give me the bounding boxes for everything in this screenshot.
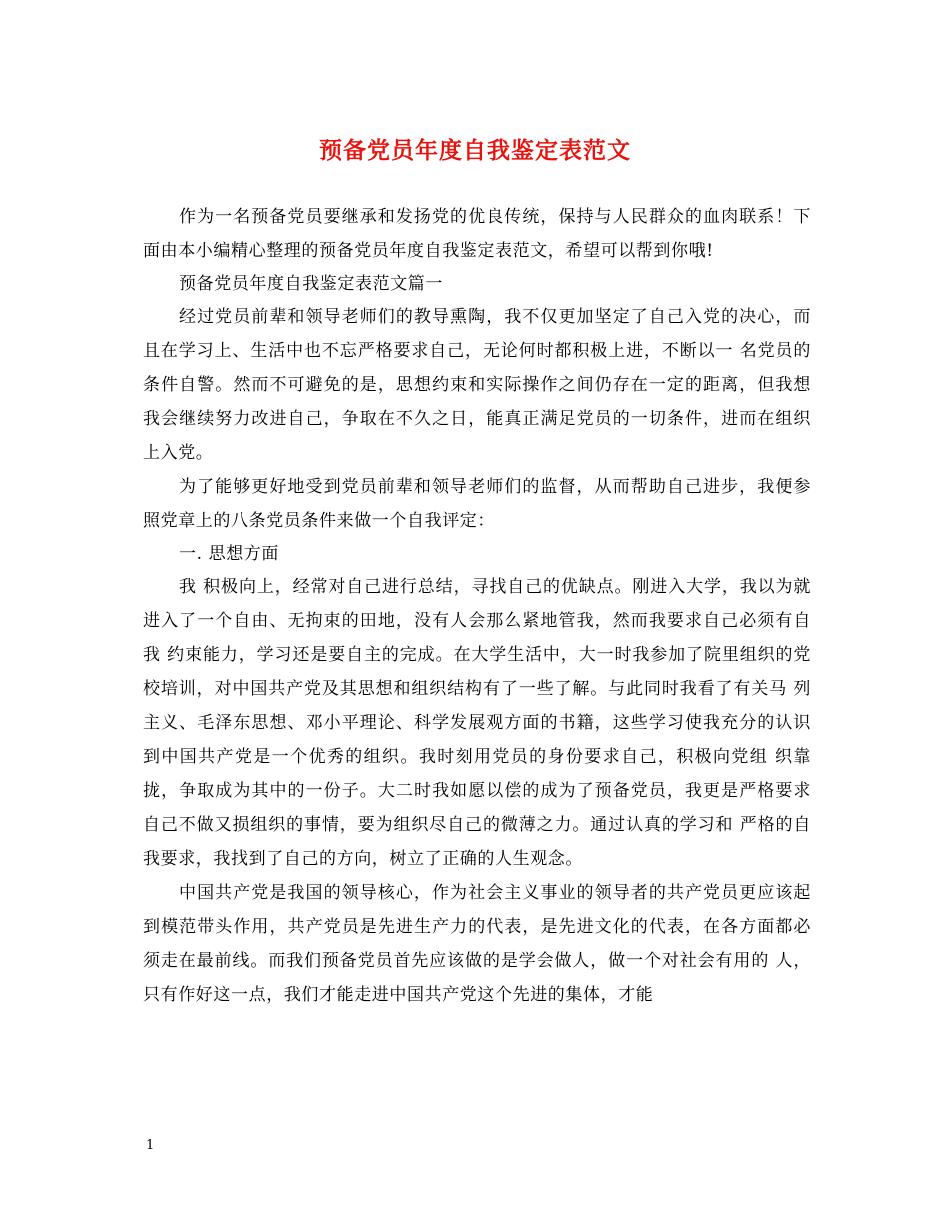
body-paragraph: 经过党员前辈和领导老师们的教导熏陶，我不仅更加坚定了自己入党的决心，而且在学习上、生活中也不忘严格要求自己，无论何时都积极上进，不断以一 名党员的条件自警。然而不可避免的是，思想约束和实际操作之间仍存在一定的距离，但我想我会继续努力改进自己，争取在不久之日，能真正满足党员的一切条件，进而在组织上入党。 xyxy=(143,307,811,463)
section-heading: 预备党员年度自我鉴定表范文篇一 xyxy=(179,274,443,294)
subsection-heading: 一. 思想方面 xyxy=(179,544,280,564)
body-paragraph: 我 积极向上，经常对自己进行总结，寻找自己的优缺点。刚进入大学，我以为就进入了一个自由、无拘束的田地，没有人会那么紧地管我，然而我要求自己必须有自我 约束能力，学习还是要自主的完成。在大学生活中，大一时我参加了院里组织的党校培训，对中国共产党及其思想和组织结构有了一些了解。与此同时我看了有关马 列主义、毛泽东思想、邓小平理论、科学发展观方面的书籍，这些学习使我充分的认识到中国共产党是一个优秀的组织。我时刻用党员的身份要求自己，积极向党组 织靠拢，争取成为其中的一份子。大二时我如愿以偿的成为了预备党员，我更是严格要求自己不做又损组织的事情，要为组织尽自己的微薄之力。通过认真的学习和 严格的自我要求，我找到了自己的方向，树立了正确的人生观念。 xyxy=(143,577,811,869)
body-paragraph: 为了能够更好地受到党员前辈和领导老师们的监督，从而帮助自己进步，我便参照党章上的八条党员条件来做一个自我评定： xyxy=(143,477,811,531)
document-title: 预备党员年度自我鉴定表范文 xyxy=(319,137,631,164)
body-paragraph: 中国共产党是我国的领导核心，作为社会主义事业的领导者的共产党员更应该起 到模范带头作用，共产党员是先进生产力的代表，是先进文化的代表，在各方面都必须走在最前线。而我们预备党员首先应该做的是学会做人，做一个对社会有用的 人，只有作好这一点，我们才能走进中国共产党这个先进的集体，才能 xyxy=(143,883,811,1005)
intro-paragraph: 作为一名预备党员要继承和发扬党的优良传统，保持与人民群众的血肉联系！下面由本小编精心整理的预备党员年度自我鉴定表范文，希望可以帮到你哦! xyxy=(143,207,811,261)
document-body xyxy=(143,200,811,1012)
page-number: 1 xyxy=(146,1138,155,1153)
